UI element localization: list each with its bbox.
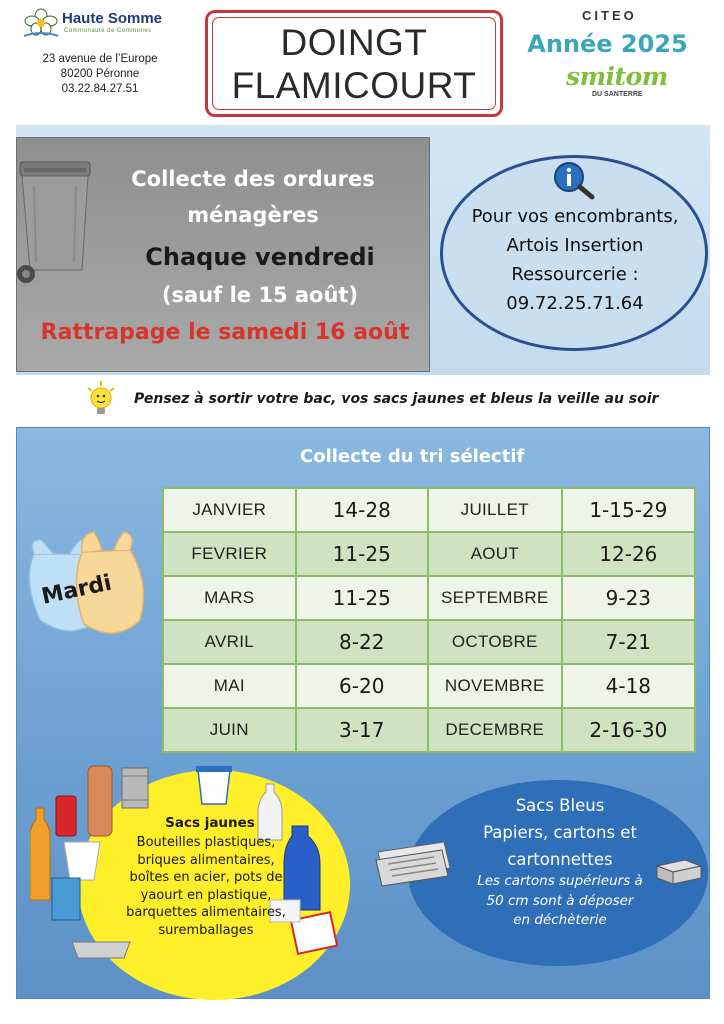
yellow-line-6: suremballages (158, 922, 254, 938)
dates-cell: 7-21 (562, 620, 695, 664)
month-cell: JUIN (163, 708, 296, 752)
yellow-line-3: boîtes en acier, pots de (129, 870, 283, 886)
address-city: 80200 Péronne (60, 68, 140, 80)
collection-exception: (sauf le 15 août) (161, 283, 359, 307)
household-collection-title (98, 161, 408, 233)
table-row (163, 708, 695, 752)
yellow-bags-description (108, 834, 304, 940)
table-row (163, 664, 695, 708)
dates-cell: 2-16-30 (562, 708, 695, 752)
bulky-phone: 09.72.25.71.64 (506, 293, 644, 314)
logo-name: Haute Somme (62, 10, 163, 27)
blue-note-line-2: 50 cm sont à déposer (486, 892, 634, 909)
yellow-line-4: yaourt en plastique, (140, 887, 272, 903)
commune-title-line-2: FLAMICOURT (231, 64, 477, 106)
household-title-line-1: Collecte des ordures (131, 167, 375, 191)
bulky-line-1: Pour vos encombrants, (471, 206, 679, 227)
logo-subtitle: Communauté de Communes (64, 28, 152, 34)
commune-title-box (205, 10, 503, 117)
bulky-line-2: Artois Insertion (506, 235, 644, 256)
month-cell: JANVIER (163, 488, 296, 532)
collection-weekday: Mardi (39, 570, 114, 610)
selective-collection-title: Collecte du tri sélectif (300, 446, 525, 467)
yellow-line-5: barquettes alimentaires, (126, 905, 286, 921)
table-row (163, 532, 695, 576)
blue-title-line-2: Papiers, cartons et (483, 823, 637, 842)
dates-cell: 14-28 (296, 488, 428, 532)
dates-cell: 12-26 (562, 532, 695, 576)
smitom-logo: smitom (566, 62, 668, 91)
table-row (163, 620, 695, 664)
blue-bags-title (440, 792, 680, 873)
month-cell: SEPTEMBRE (428, 576, 562, 620)
haute-somme-logo (22, 8, 182, 48)
collection-day: Chaque vendredi (145, 243, 375, 271)
flower-logo-icon (22, 8, 60, 38)
bulky-items-text (444, 202, 706, 318)
household-title-line-2: ménagères (187, 203, 319, 227)
yellow-line-2: briques alimentaires, (137, 852, 275, 868)
table-row (163, 488, 695, 532)
address-phone: 03.22.84.27.51 (61, 83, 139, 95)
commune-title-line-1: DOINGT (280, 21, 428, 63)
dates-cell: 6-20 (296, 664, 428, 708)
table-row (163, 576, 695, 620)
dates-cell: 1-15-29 (562, 488, 695, 532)
blue-title-line-1: Sacs Bleus (515, 796, 605, 815)
address-block (20, 52, 180, 97)
dates-cell: 4-18 (562, 664, 695, 708)
yellow-bags-title: Sacs jaunes (165, 815, 255, 831)
yellow-line-1: Bouteilles plastiques, (136, 835, 276, 850)
collection-calendar (162, 487, 696, 753)
month-cell: OCTOBRE (428, 620, 562, 664)
month-cell: FEVRIER (163, 532, 296, 576)
blue-note-line-3: en déchèterie (513, 912, 607, 928)
month-cell: AOUT (428, 532, 562, 576)
smitom-subtitle: DU SANTERRE (592, 91, 643, 98)
address-street: 23 avenue de l’Europe (42, 53, 158, 65)
dates-cell: 11-25 (296, 532, 428, 576)
reminder-text: Pensez à sortir votre bac, vos sacs jaunes et bleus la veille au soir (134, 391, 659, 407)
month-cell: JUILLET (428, 488, 562, 532)
year-label: Année 2025 (527, 30, 688, 58)
dates-cell: 3-17 (296, 708, 428, 752)
dates-cell: 8-22 (296, 620, 428, 664)
month-cell: DECEMBRE (428, 708, 562, 752)
blue-note-line-1: Les cartons supérieurs à (477, 873, 643, 889)
month-cell: MARS (163, 576, 296, 620)
dates-cell: 9-23 (562, 576, 695, 620)
month-cell: NOVEMBRE (428, 664, 562, 708)
info-magnifier-icon (552, 160, 596, 200)
bulky-line-3: Ressourcerie : (511, 264, 639, 285)
blue-bags-note (448, 872, 672, 931)
collection-catchup: Rattrapage le samedi 16 août (40, 320, 410, 345)
month-cell: MAI (163, 664, 296, 708)
blue-title-line-3: cartonnettes (507, 850, 613, 869)
month-cell: AVRIL (163, 620, 296, 664)
lightbulb-icon (84, 380, 118, 418)
citeo-logo: CITEO (582, 8, 637, 23)
dates-cell: 11-25 (296, 576, 428, 620)
